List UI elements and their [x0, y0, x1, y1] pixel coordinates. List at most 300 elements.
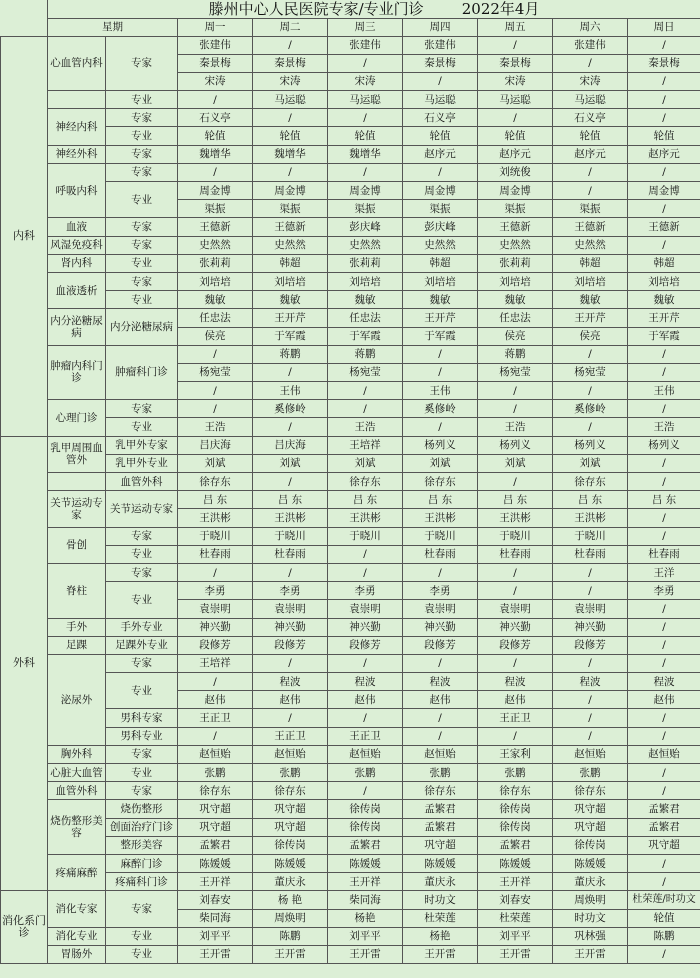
doctor-cell: 陈鹏 [628, 927, 700, 945]
doctor-cell: 韩超 [553, 254, 628, 272]
doctor-cell: 王伟 [628, 382, 700, 400]
category-cell: 外科 [1, 436, 48, 891]
doctor-cell: 徐传岗 [253, 836, 328, 854]
doctor-cell: 段修芳 [403, 636, 478, 654]
doctor-cell: 孟繁君 [403, 818, 478, 836]
doctor-cell: 王洪彬 [178, 509, 253, 527]
doctor-cell: 轮值 [328, 127, 403, 145]
doctor-cell: 刘培培 [178, 272, 253, 290]
doctor-cell: 孟繁君 [628, 818, 700, 836]
doctor-cell: / [553, 54, 628, 72]
doctor-cell: / [628, 72, 700, 90]
doctor-cell: 杜荣莲 [403, 909, 478, 927]
doctor-cell: 于晓川 [328, 527, 403, 545]
doctor-cell: 石义亭 [553, 109, 628, 127]
clinic-type-cell: 专业 [106, 582, 178, 618]
doctor-cell: / [178, 345, 253, 363]
clinic-type-cell: 内分泌糖尿病 [106, 309, 178, 345]
doctor-cell: 张鹏 [328, 764, 403, 782]
doctor-cell: / [328, 109, 403, 127]
doctor-cell: 马运聪 [403, 91, 478, 109]
doctor-cell: / [628, 764, 700, 782]
doctor-cell: 神兴勤 [253, 618, 328, 636]
doctor-cell: 巩守超 [553, 800, 628, 818]
doctor-cell: / [628, 854, 700, 872]
clinic-type-cell: 手外专业 [106, 618, 178, 636]
clinic-type-cell: 专家 [106, 745, 178, 763]
doctor-cell: / [553, 727, 628, 745]
doctor-cell: 王洪彬 [553, 509, 628, 527]
clinic-type-cell: 专家 [106, 563, 178, 581]
doctor-cell: / [253, 109, 328, 127]
department-cell: 手外 [48, 618, 106, 636]
doctor-cell: 杨宛莹 [178, 363, 253, 381]
doctor-cell: 吕 东 [253, 491, 328, 509]
doctor-cell: 程波 [628, 673, 700, 691]
doctor-cell: 渠振 [478, 200, 553, 218]
doctor-cell: 杜春雨 [628, 545, 700, 563]
department-cell: 足踝 [48, 636, 106, 654]
doctor-cell: 吕 东 [403, 491, 478, 509]
doctor-cell: 蒋鹏 [328, 345, 403, 363]
doctor-cell: 魏敏 [478, 291, 553, 309]
doctor-cell: / [628, 618, 700, 636]
doctor-cell: / [253, 163, 328, 181]
doctor-cell: / [553, 418, 628, 436]
doctor-cell: 杜荣莲 [478, 909, 553, 927]
doctor-cell: 吕庆海 [178, 436, 253, 454]
doctor-cell: / [628, 163, 700, 181]
doctor-cell: 刘培培 [553, 272, 628, 290]
doctor-cell: 杨艳 [403, 927, 478, 945]
doctor-cell: 侯亮 [553, 327, 628, 345]
doctor-cell: / [253, 473, 328, 491]
doctor-cell: / [478, 473, 553, 491]
doctor-cell: / [628, 36, 700, 54]
clinic-type-cell: 整形美容 [106, 836, 178, 854]
department-cell: 消化专家 [48, 891, 106, 927]
doctor-cell: 王开祥 [178, 873, 253, 891]
doctor-cell: 董庆永 [553, 873, 628, 891]
clinic-type-cell: 专业 [106, 673, 178, 709]
doctor-cell: / [628, 363, 700, 381]
doctor-cell: 魏敏 [628, 291, 700, 309]
clinic-type-cell: 创面治疗门诊 [106, 818, 178, 836]
doctor-cell: 史然然 [328, 236, 403, 254]
doctor-cell: / [628, 636, 700, 654]
doctor-cell: 王浩 [628, 418, 700, 436]
doctor-cell: 陈媛媛 [253, 854, 328, 872]
doctor-cell: 任忠法 [478, 309, 553, 327]
doctor-cell: 段修芳 [178, 636, 253, 654]
doctor-cell: 王正卫 [328, 727, 403, 745]
department-cell: 血液透析 [48, 272, 106, 308]
doctor-cell: 张鹏 [478, 764, 553, 782]
doctor-cell: 于军霞 [253, 327, 328, 345]
clinic-type-cell: 专业 [106, 127, 178, 145]
doctor-cell: 杨列义 [628, 436, 700, 454]
doctor-cell: / [628, 473, 700, 491]
doctor-cell: / [253, 563, 328, 581]
doctor-cell: / [628, 91, 700, 109]
doctor-cell: 渠振 [178, 200, 253, 218]
clinic-type-cell: 男科专家 [106, 709, 178, 727]
department-cell [48, 473, 106, 491]
doctor-cell: / [478, 400, 553, 418]
doctor-cell: 吕 东 [478, 491, 553, 509]
doctor-cell: 赵恒贻 [328, 745, 403, 763]
doctor-cell: 王开雷 [253, 945, 328, 963]
department-cell: 脊柱 [48, 563, 106, 618]
page-title: 滕州中心人民医院专家/专业门诊 2022年4月 [48, 0, 700, 18]
doctor-cell: 吕庆海 [253, 436, 328, 454]
doctor-cell: 奚修岭 [553, 400, 628, 418]
doctor-cell: 渠振 [253, 200, 328, 218]
clinic-type-cell: 乳甲外专业 [106, 454, 178, 472]
doctor-cell: 彭庆峰 [328, 218, 403, 236]
doctor-cell: / [328, 163, 403, 181]
department-cell: 疼痛麻醉 [48, 854, 106, 890]
doctor-cell: / [628, 873, 700, 891]
clinic-type-cell: 疼痛科门诊 [106, 873, 178, 891]
doctor-cell: 王洪彬 [478, 509, 553, 527]
doctor-cell: 杨列义 [478, 436, 553, 454]
doctor-cell: 陈媛媛 [403, 854, 478, 872]
doctor-cell: 程波 [553, 673, 628, 691]
doctor-cell: 柴同海 [178, 909, 253, 927]
weekday-corner-label: 星期 [48, 18, 178, 36]
doctor-cell: 徐传岗 [328, 818, 403, 836]
clinic-type-cell: 专家 [106, 36, 178, 91]
doctor-cell: 于军霞 [628, 327, 700, 345]
doctor-cell: 赵伟 [178, 691, 253, 709]
doctor-cell: 于晓川 [553, 527, 628, 545]
doctor-cell: 侯亮 [178, 327, 253, 345]
doctor-cell: 袁崇明 [253, 600, 328, 618]
clinic-type-cell: 专业 [106, 764, 178, 782]
doctor-cell: 史然然 [178, 236, 253, 254]
doctor-cell: 巩守超 [403, 836, 478, 854]
doctor-cell: 王德新 [553, 218, 628, 236]
doctor-cell: 李勇 [328, 582, 403, 600]
clinic-type-cell: 专家 [106, 163, 178, 181]
doctor-cell: 王开芹 [253, 309, 328, 327]
doctor-cell: 杜春雨 [403, 545, 478, 563]
doctor-cell: 王正卫 [478, 709, 553, 727]
clinic-type-cell: 男科专业 [106, 727, 178, 745]
clinic-type-cell: 专业 [106, 545, 178, 563]
clinic-type-cell: 专家 [106, 272, 178, 290]
doctor-cell: / [328, 709, 403, 727]
doctor-cell: 董庆永 [253, 873, 328, 891]
doctor-cell: 吕 东 [553, 491, 628, 509]
department-cell: 烧伤整形美容 [48, 800, 106, 855]
doctor-cell: / [403, 363, 478, 381]
doctor-cell: 史然然 [553, 236, 628, 254]
doctor-cell: / [253, 36, 328, 54]
doctor-cell: 王开祥 [328, 873, 403, 891]
doctor-cell: 时功文 [403, 891, 478, 909]
department-cell [48, 91, 106, 109]
doctor-cell: 徐存东 [553, 473, 628, 491]
doctor-cell: / [178, 727, 253, 745]
doctor-cell: 宋涛 [178, 72, 253, 90]
doctor-cell: / [553, 709, 628, 727]
doctor-cell: 周金博 [328, 182, 403, 200]
doctor-cell: 侯亮 [478, 327, 553, 345]
doctor-cell: 刘平平 [328, 927, 403, 945]
doctor-cell: 袁崇明 [178, 600, 253, 618]
department-cell: 心理门诊 [48, 400, 106, 436]
doctor-cell: 任忠法 [178, 309, 253, 327]
doctor-cell: 马运聪 [328, 91, 403, 109]
doctor-cell: / [178, 673, 253, 691]
doctor-cell: 秦景梅 [403, 54, 478, 72]
doctor-cell: 王浩 [328, 418, 403, 436]
doctor-cell: 轮值 [253, 127, 328, 145]
doctor-cell: 王家利 [478, 745, 553, 763]
doctor-cell: 巩守超 [178, 800, 253, 818]
doctor-cell: 魏增华 [178, 145, 253, 163]
doctor-cell: / [628, 236, 700, 254]
doctor-cell: 于军霞 [328, 327, 403, 345]
doctor-cell: 巩守超 [253, 800, 328, 818]
department-cell: 泌尿外 [48, 654, 106, 745]
doctor-cell: 周金博 [478, 182, 553, 200]
doctor-cell: / [178, 91, 253, 109]
doctor-cell: 刘斌 [553, 454, 628, 472]
doctor-cell: 王开雷 [178, 945, 253, 963]
doctor-cell: 刘斌 [178, 454, 253, 472]
doctor-cell: 王浩 [478, 418, 553, 436]
doctor-cell: 秦景梅 [253, 54, 328, 72]
doctor-cell: 赵序元 [478, 145, 553, 163]
doctor-cell: 徐存东 [553, 782, 628, 800]
doctor-cell: 石义亭 [403, 109, 478, 127]
doctor-cell: / [628, 945, 700, 963]
doctor-cell: / [403, 709, 478, 727]
doctor-cell: 史然然 [478, 236, 553, 254]
doctor-cell: 巩林强 [553, 927, 628, 945]
doctor-cell: 周焕明 [253, 909, 328, 927]
clinic-type-cell: 烧伤整形 [106, 800, 178, 818]
doctor-cell: 王洪彬 [403, 509, 478, 527]
doctor-cell: 巩守超 [628, 836, 700, 854]
doctor-cell: 李勇 [178, 582, 253, 600]
clinic-type-cell: 专业 [106, 254, 178, 272]
doctor-cell: / [628, 109, 700, 127]
doctor-cell: 王正卫 [178, 709, 253, 727]
doctor-cell: / [553, 582, 628, 600]
doctor-cell: 奚修岭 [403, 400, 478, 418]
doctor-cell: 刘斌 [328, 454, 403, 472]
doctor-cell: 陈媛媛 [328, 854, 403, 872]
doctor-cell: 柴同海 [328, 891, 403, 909]
doctor-cell: 杨宛莹 [478, 363, 553, 381]
doctor-cell: / [478, 727, 553, 745]
doctor-cell: 渠振 [328, 200, 403, 218]
doctor-cell: 魏增华 [328, 145, 403, 163]
doctor-cell: 赵恒贻 [178, 745, 253, 763]
day-header: 周六 [553, 18, 628, 36]
doctor-cell: 赵序元 [553, 145, 628, 163]
doctor-cell: 王正卫 [253, 727, 328, 745]
doctor-cell: 神兴勤 [478, 618, 553, 636]
doctor-cell: 轮值 [628, 909, 700, 927]
department-cell: 肿瘤内科门诊 [48, 345, 106, 400]
doctor-cell: 杨列义 [403, 436, 478, 454]
department-cell: 胃肠外 [48, 945, 106, 963]
doctor-cell: 刘培培 [253, 272, 328, 290]
doctor-cell: / [403, 418, 478, 436]
doctor-cell: 韩超 [253, 254, 328, 272]
doctor-cell: / [628, 509, 700, 527]
doctor-cell: 刘培培 [478, 272, 553, 290]
doctor-cell: 赵伟 [403, 691, 478, 709]
doctor-cell: / [628, 454, 700, 472]
doctor-cell: 周焕明 [553, 891, 628, 909]
department-cell: 血管外科 [48, 782, 106, 800]
doctor-cell: / [178, 163, 253, 181]
doctor-cell: 段修芳 [328, 636, 403, 654]
doctor-cell: 张建伟 [328, 36, 403, 54]
doctor-cell: 轮值 [628, 127, 700, 145]
clinic-type-cell: 专业 [106, 182, 178, 218]
doctor-cell: 神兴勤 [403, 618, 478, 636]
doctor-cell: 刘斌 [478, 454, 553, 472]
day-header: 周一 [178, 18, 253, 36]
doctor-cell: 史然然 [403, 236, 478, 254]
doctor-cell: / [328, 782, 403, 800]
doctor-cell: 神兴勤 [553, 618, 628, 636]
doctor-cell: / [328, 654, 403, 672]
doctor-cell: / [478, 563, 553, 581]
department-cell: 呼吸内科 [48, 163, 106, 218]
doctor-cell: / [328, 382, 403, 400]
doctor-cell: / [253, 418, 328, 436]
doctor-cell: 王开雷 [328, 945, 403, 963]
doctor-cell: / [403, 72, 478, 90]
doctor-cell: / [553, 654, 628, 672]
doctor-cell: 王洪彬 [328, 509, 403, 527]
doctor-cell: 程波 [478, 673, 553, 691]
doctor-cell: / [478, 582, 553, 600]
doctor-cell: 张鹏 [403, 764, 478, 782]
doctor-cell: 杜春雨 [178, 545, 253, 563]
doctor-cell: 于晓川 [403, 527, 478, 545]
clinic-type-cell: 专家 [106, 218, 178, 236]
doctor-cell: 王开祥 [478, 873, 553, 891]
department-cell: 关节运动专家 [48, 491, 106, 527]
doctor-cell: 张建伟 [403, 36, 478, 54]
doctor-cell: 魏敏 [178, 291, 253, 309]
doctor-cell: 袁崇明 [478, 600, 553, 618]
doctor-cell: 徐存东 [178, 473, 253, 491]
doctor-cell: 吕 东 [328, 491, 403, 509]
doctor-cell: 杜春雨 [253, 545, 328, 563]
doctor-cell: 张建伟 [553, 36, 628, 54]
doctor-cell: / [553, 691, 628, 709]
doctor-cell: 徐存东 [403, 473, 478, 491]
doctor-cell: 周金博 [178, 182, 253, 200]
doctor-cell: / [403, 345, 478, 363]
doctor-cell: 陈媛媛 [553, 854, 628, 872]
doctor-cell: 王浩 [178, 418, 253, 436]
clinic-type-cell: 专家 [106, 527, 178, 545]
doctor-cell: 巩守超 [253, 818, 328, 836]
doctor-cell: 杜春雨 [553, 545, 628, 563]
doctor-cell: 秦景梅 [628, 54, 700, 72]
doctor-cell: 吕 东 [628, 491, 700, 509]
doctor-cell: 刘平平 [178, 927, 253, 945]
clinic-type-cell: 血管外科 [106, 473, 178, 491]
clinic-type-cell: 专家 [106, 400, 178, 418]
department-cell: 肾内科 [48, 254, 106, 272]
doctor-cell: 杨 艳 [253, 891, 328, 909]
doctor-cell: 陈鹏 [253, 927, 328, 945]
doctor-cell: / [328, 545, 403, 563]
department-cell: 乳甲周围血管外 [48, 436, 106, 472]
doctor-cell: 王伟 [253, 382, 328, 400]
doctor-cell: 赵恒贻 [403, 745, 478, 763]
doctor-cell: 王开雷 [403, 945, 478, 963]
doctor-cell: 刘春安 [178, 891, 253, 909]
doctor-cell: 王开雷 [478, 945, 553, 963]
doctor-cell: 赵伟 [478, 691, 553, 709]
doctor-cell: 张莉莉 [328, 254, 403, 272]
day-header: 周三 [328, 18, 403, 36]
doctor-cell: 刘平平 [478, 927, 553, 945]
doctor-cell: 刘培培 [328, 272, 403, 290]
doctor-cell: 于晓川 [478, 527, 553, 545]
doctor-cell: 神兴勤 [178, 618, 253, 636]
clinic-type-cell: 专业 [106, 418, 178, 436]
clinic-type-cell: 专业 [106, 945, 178, 963]
doctor-cell: 孟繁君 [328, 836, 403, 854]
doctor-cell: 杨宛莹 [328, 363, 403, 381]
doctor-cell: / [553, 563, 628, 581]
doctor-cell: 杨艳 [328, 909, 403, 927]
doctor-cell: 袁崇明 [328, 600, 403, 618]
clinic-type-cell: 专家 [106, 145, 178, 163]
doctor-cell: / [328, 54, 403, 72]
doctor-cell: 王德新 [253, 218, 328, 236]
department-cell: 神经内科 [48, 109, 106, 145]
department-cell: 消化专业 [48, 927, 106, 945]
doctor-cell: 蒋鹏 [478, 345, 553, 363]
department-cell: 心脏大血管 [48, 764, 106, 782]
doctor-cell: 周金博 [253, 182, 328, 200]
doctor-cell: / [178, 400, 253, 418]
doctor-cell: 赵恒贻 [253, 745, 328, 763]
doctor-cell: 刘统俊 [478, 163, 553, 181]
clinic-type-cell: 专家 [106, 236, 178, 254]
doctor-cell: / [553, 382, 628, 400]
day-header: 周二 [253, 18, 328, 36]
doctor-cell: 轮值 [478, 127, 553, 145]
doctor-cell: 马运聪 [553, 91, 628, 109]
doctor-cell: 段修芳 [478, 636, 553, 654]
doctor-cell: / [403, 727, 478, 745]
doctor-cell: 徐传岗 [553, 836, 628, 854]
doctor-cell: 张建伟 [178, 36, 253, 54]
doctor-cell: 张鹏 [553, 764, 628, 782]
doctor-cell: 宋涛 [478, 72, 553, 90]
doctor-cell: 杜荣莲/时功文 [628, 891, 700, 909]
day-header: 周五 [478, 18, 553, 36]
doctor-cell: 魏敏 [253, 291, 328, 309]
doctor-cell: 孟繁君 [403, 800, 478, 818]
